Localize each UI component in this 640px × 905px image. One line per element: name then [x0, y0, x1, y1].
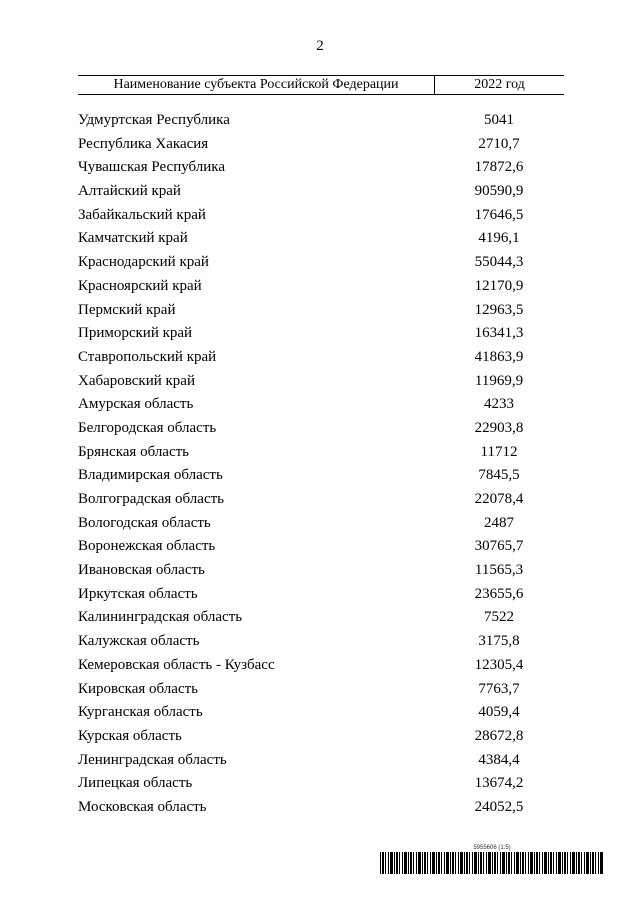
region-value: 2487 [484, 514, 514, 531]
region-value: 22903,8 [474, 419, 524, 436]
barcode-label: 5955606 (1.5) [473, 845, 511, 851]
table-row [78, 749, 564, 773]
table-row [78, 796, 564, 820]
region-value: 11565,3 [474, 562, 524, 579]
region-name: Ленинградская область [78, 751, 227, 768]
page-number: 2 [316, 38, 324, 54]
region-value: 16341,3 [474, 325, 524, 342]
table-row [78, 512, 564, 536]
table-row [78, 109, 564, 133]
region-name: Камчатский край [78, 230, 188, 247]
region-name: Вологодская область [78, 514, 211, 531]
table-row [78, 370, 564, 394]
table-row [78, 606, 564, 630]
region-name: Воронежская область [78, 538, 216, 555]
region-name: Краснодарский край [78, 254, 209, 271]
table-row [78, 251, 564, 275]
region-value: 23655,6 [474, 585, 524, 602]
region-name: Забайкальский край [78, 206, 206, 223]
table-header [78, 75, 564, 95]
region-value: 28672,8 [474, 727, 524, 744]
region-value: 30765,7 [474, 538, 524, 555]
region-value: 7845,5 [478, 467, 520, 484]
table-row [78, 441, 564, 465]
region-name: Калужская область [78, 633, 200, 650]
region-value: 24052,5 [474, 798, 524, 815]
table-row [78, 772, 564, 796]
header-year: 2022 год [474, 77, 525, 92]
region-name: Удмуртская Республика [78, 112, 230, 128]
region-name: Иркутская область [78, 585, 198, 602]
region-name: Ставропольский край [78, 348, 217, 365]
region-name: Хабаровский край [78, 372, 195, 389]
region-value: 5041 [484, 112, 514, 128]
table-row [78, 275, 564, 299]
header-region-name: Наименование субъекта Российской Федерации [78, 76, 435, 94]
table-row [78, 535, 564, 559]
table-row [78, 299, 564, 323]
region-value: 4059,4 [478, 704, 520, 721]
region-value: 4196,1 [478, 230, 520, 247]
region-value: 3175,8 [478, 633, 520, 650]
region-name: Курганская область [78, 704, 203, 721]
table-row [78, 701, 564, 725]
region-value: 12170,9 [474, 277, 524, 294]
table-row [78, 559, 564, 583]
region-name: Владимирская область [78, 467, 223, 484]
region-name: Кемеровская область - Кузбасс [78, 656, 275, 673]
table-row [78, 678, 564, 702]
table-row [78, 464, 564, 488]
document-barcode [380, 844, 604, 874]
region-name: Приморский край [78, 325, 193, 342]
region-value: 17872,6 [474, 159, 524, 176]
region-name: Волгоградская область [78, 491, 224, 507]
regions-table [78, 75, 564, 815]
region-name: Курская область [78, 727, 182, 744]
region-value: 12963,5 [474, 301, 524, 318]
table-row [78, 630, 564, 654]
region-name: Белгородская область [78, 419, 217, 436]
region-name: Красноярский край [78, 277, 202, 294]
region-value: 7522 [484, 609, 514, 626]
region-value: 13674,2 [474, 775, 524, 792]
region-value: 41863,9 [474, 348, 524, 365]
table-row [78, 654, 564, 678]
region-value: 90590,9 [474, 183, 524, 200]
table-body [78, 109, 564, 820]
region-value: 12305,4 [474, 656, 524, 673]
region-name: Липецкая область [78, 775, 193, 792]
region-name: Алтайский край [78, 183, 181, 200]
table-row [78, 488, 564, 512]
region-value: 2710,7 [478, 135, 520, 152]
region-value: 4233 [484, 396, 514, 413]
region-name: Ивановская область [78, 562, 205, 579]
region-name: Калининградская область [78, 609, 243, 626]
table-row [78, 725, 564, 749]
region-value: 7763,7 [478, 680, 520, 697]
table-row [78, 227, 564, 251]
region-name: Пермский край [78, 301, 176, 318]
region-value: 11712 [480, 443, 518, 460]
table-row [78, 180, 564, 204]
region-name: Чувашская Республика [78, 159, 226, 176]
region-name: Брянская область [78, 443, 190, 460]
region-value: 22078,4 [474, 491, 524, 507]
table-row [78, 156, 564, 180]
table-row [78, 322, 564, 346]
table-row [78, 417, 564, 441]
region-name: Кировская область [78, 680, 199, 697]
region-name: Амурская область [78, 396, 194, 413]
table-row [78, 204, 564, 228]
region-value: 4384,4 [478, 751, 520, 768]
table-row [78, 133, 564, 157]
region-value: 17646,5 [474, 206, 524, 223]
region-name: Московская область [78, 798, 207, 815]
region-value: 55044,3 [474, 254, 524, 271]
region-value: 11969,9 [474, 372, 524, 389]
region-name: Республика Хакасия [78, 135, 209, 152]
table-row [78, 583, 564, 607]
table-row [78, 393, 564, 417]
barcode-bars [380, 852, 604, 874]
table-row [78, 346, 564, 370]
